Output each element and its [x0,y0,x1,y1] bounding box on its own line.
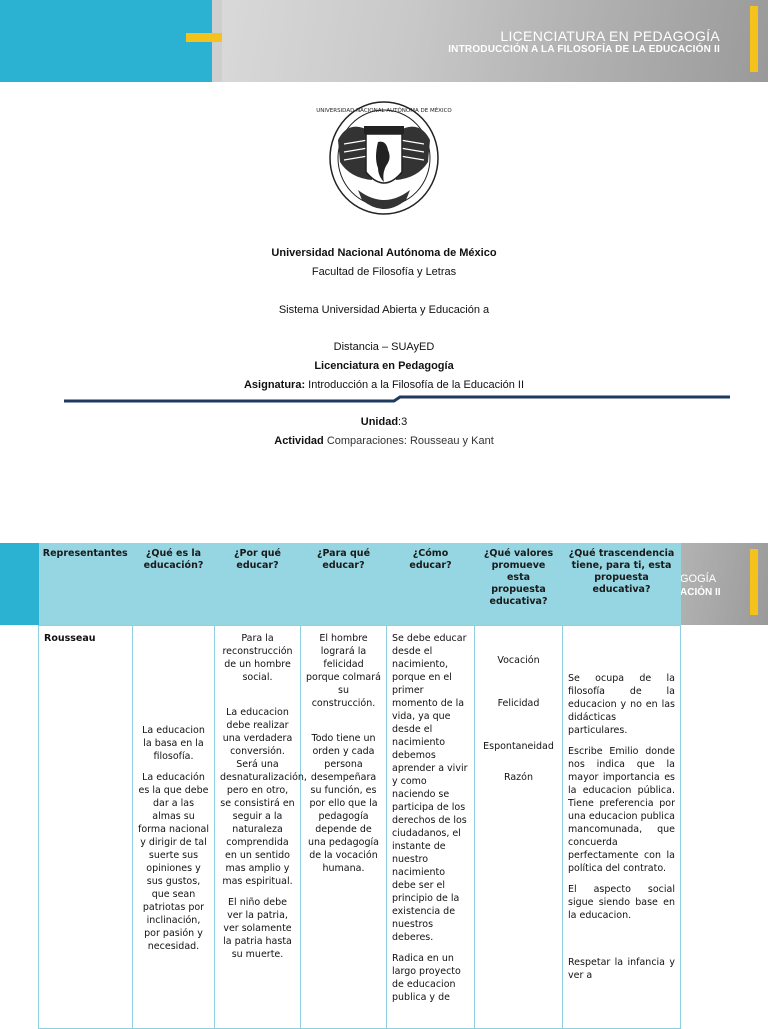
why-text-1: Para la reconstrucción de un hombre social. [222,633,293,683]
university-name: Universidad Nacional Autónoma de México [271,247,497,259]
system-line-1: Sistema Universidad Abierta y Educación a [278,304,490,316]
banner-subtitle: INTRODUCCIÓN A LA FILOSOFÍA DE LA EDUCACIÓN II [448,44,720,55]
unit-line [0,416,768,428]
unam-seal-logo [316,100,452,222]
degree-name: Licenciatura en Pedagogía [314,360,454,372]
table-row [39,626,681,1029]
value-item: Felicidad [497,698,540,709]
cell-how [387,626,475,1029]
significance-text-1: Se ocupa de la filosofía de la educacion y no en las didácticas particulares. [568,673,675,736]
significance-text-4: Respetar la infancia y ver a [568,957,675,981]
page2-banner-cyan [0,543,40,625]
subject-line [0,379,768,391]
header-banner [0,0,768,82]
header-significance: ¿Qué trascendencia tiene, para ti, esta propuesta educativa? [563,543,681,626]
unit-label: Unidad [360,416,399,428]
header-values: ¿Qué valores promueve esta propuesta educativa? [475,543,563,626]
comparison-table [38,543,681,1029]
page2-banner-yellow-bar [750,549,758,615]
banner-yellow-bar [750,6,758,72]
header-how: ¿Cómo educar? [387,543,475,626]
significance-text-3: El aspecto social sigue siendo base en la educacion. [568,884,675,921]
title-divider [64,395,730,403]
for-what-text-2: Todo tiene un orden y cada persona desempeñara su función, es por ello que la pedagogía depende de una pedagogía de la vocación humana. [308,733,379,874]
system-line-2: Distancia – SUAyED [333,341,435,353]
header-for-what: ¿Para qué educar? [301,543,387,626]
how-text-1: Se debe educar desde el nacimiento, porque en el primer momento de la vida, ya que desde el nacimiento debemos aprender a vivir y como naciendo se participa de los derechos de los ciudadanos, el instante de nuestro nacimiento debe ser el principio de la existencia de nuestros deberes. [392,633,468,943]
table-header-row [39,543,681,626]
cell-values [475,626,563,1029]
seal-text: UNIVERSIDAD NACIONAL AUTÓNOMA DE MÉXICO [316,108,452,114]
activity-label: Actividad [274,435,324,447]
cell-why [215,626,307,1029]
what-text-1: La educacion la basa en la filosofía. [142,725,205,762]
value-item: Espontaneidad [483,741,554,752]
banner-title: LICENCIATURA EN PEDAGOGÍA [500,28,720,44]
why-text-2: La educacion debe realizar una verdadera conversión. Será una desnaturalización, pero en otro, se consistirá en seguir a la naturaleza comprendida en un sentido mas amplio y mas espiritual. [220,707,307,887]
for-what-text-1: El hombre logrará la felicidad porque colmará su construcción. [306,633,381,709]
cell-for-what [301,626,387,1029]
faculty-name: Facultad de Filosofía y Letras [311,266,457,278]
subject-label: Asignatura: [243,379,306,391]
header-why: ¿Por qué educar? [215,543,301,626]
what-text-2: La educación es la que debe dar a las almas su forma nacional y dirigir de tal suerte sus opiniones y sus gustos, que sean patriotas por inclinación, por pasión y necesidad. [138,772,209,952]
banner-cyan-block [0,0,212,82]
cell-what [133,626,215,1029]
why-text-3: El niño debe ver la patria, ver solamente la patria hasta su muerte. [223,897,292,960]
header-representatives: Representantes [39,543,133,626]
value-item: Vocación [497,655,540,666]
page2-banner-subtitle: ACIÓN II [680,587,721,598]
header-what: ¿Qué es la educación? [133,543,215,626]
cell-significance [563,626,681,1029]
activity-line [0,435,768,447]
subject-value: Introducción a la Filosofía de la Educación II [305,379,525,391]
page2-banner-title: GOGÍA [680,573,717,585]
how-text-2: Radica en un largo proyecto de educacion publica y de [392,953,461,1003]
unit-value: :3 [398,416,408,428]
activity-value: Comparaciones: Rousseau y Kant [323,435,494,447]
cell-representative: Rousseau [39,626,133,1029]
significance-text-2: Escribe Emilio donde nos indica que la mayor importancia es la educacion pública. Tiene preferencia por una educacion publica mancomunada, que concuerda perfectamente con la política del contrato. [568,746,675,874]
value-item: Razón [503,772,534,783]
